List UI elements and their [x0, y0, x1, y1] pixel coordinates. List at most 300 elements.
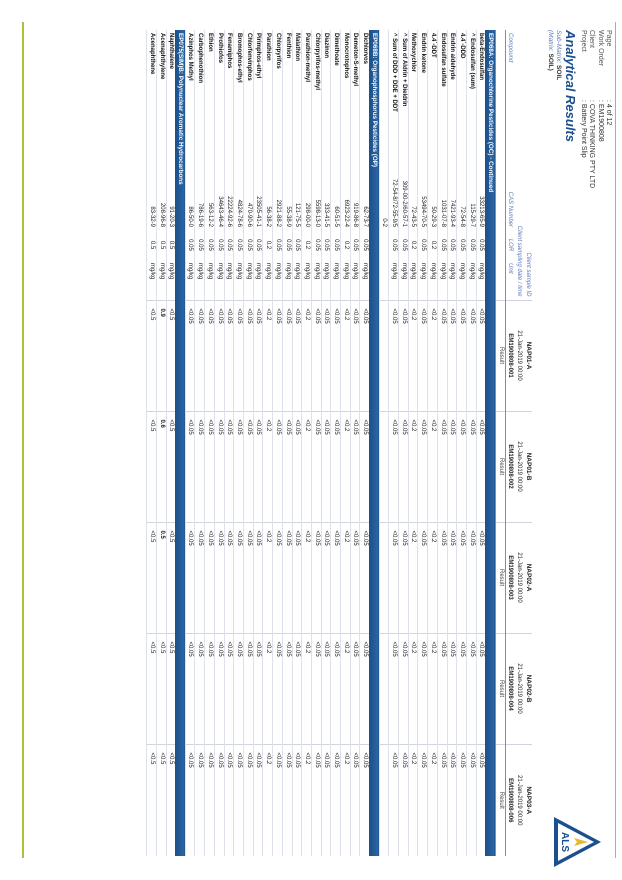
result-value: <0.05: [389, 744, 399, 856]
result-value: <0.05: [205, 744, 215, 856]
result-value: <0.05: [205, 522, 215, 633]
header-row-sampling-date: [514, 30, 523, 856]
table-row: [224, 30, 234, 856]
result-value: <0.5: [166, 633, 175, 744]
compound-name: Diazinon: [321, 30, 331, 158]
result-value: <0.2: [263, 300, 273, 411]
result-value: <0.5: [147, 633, 157, 744]
compound-name: Endosulfan sulfate: [437, 30, 447, 158]
cas-number: 121-75-5: [292, 158, 302, 230]
client-label: Client: [588, 30, 596, 48]
result-value: <0.05: [350, 744, 360, 856]
sample-date: 21-Jan-2019 00:00: [514, 300, 523, 411]
result-value: <0.05: [282, 633, 292, 744]
result-value: <0.05: [311, 300, 321, 411]
table-row: [214, 30, 224, 856]
table-row: [156, 30, 166, 856]
sample-date: 21-Jan-2019 00:00: [514, 522, 523, 633]
compound-name: 4.4`-DDD: [457, 30, 467, 158]
unit-value: mg/kg: [389, 260, 399, 300]
bottom-accent-bar: [22, 22, 24, 858]
result-value: <0.2: [408, 744, 418, 856]
result-value: <0.05: [282, 411, 292, 522]
lor-value: 0.05: [389, 230, 399, 260]
result-value: [379, 300, 389, 411]
result-value: <0.05: [466, 633, 476, 744]
compound-name: Malathion: [292, 30, 302, 158]
result-value: <0.05: [331, 744, 341, 856]
result-value: <0.05: [311, 522, 321, 633]
sample-date: 21-Jan-2019 00:00: [514, 411, 523, 522]
sample-id: NAP01-B: [523, 411, 532, 522]
page-label: Page: [605, 30, 612, 47]
result-value: <0.2: [428, 411, 438, 522]
unit-value: mg/kg: [360, 260, 369, 300]
result-value: <0.05: [418, 522, 428, 633]
unit-value: mg/kg: [302, 260, 312, 300]
result-value: <0.2: [302, 633, 312, 744]
result-value: <0.5: [166, 411, 175, 522]
result-value: <0.05: [234, 633, 244, 744]
table-row: [321, 30, 331, 856]
matrix-info: [547, 30, 562, 80]
table-row: [418, 30, 428, 856]
project-value: : Battery Point Slip: [579, 100, 587, 158]
result-value: <0.05: [292, 633, 302, 744]
cas-number: 62-73-7: [360, 158, 369, 230]
table-row: [302, 30, 312, 856]
table-row: [292, 30, 302, 856]
cas-number: 5598-13-0: [311, 158, 321, 230]
section-header: [369, 30, 379, 856]
header-row-result: [495, 30, 505, 856]
result-value: <0.05: [466, 300, 476, 411]
result-value: <0.05: [282, 300, 292, 411]
unit-value: mg/kg: [447, 260, 457, 300]
table-row: [234, 30, 244, 856]
result-value: <0.05: [185, 744, 195, 856]
result-value: <0.05: [244, 633, 254, 744]
cas-column-header: CAS Number: [505, 158, 514, 230]
result-value: <0.05: [214, 411, 224, 522]
compound-name: ^ Endosulfan (sum): [466, 30, 476, 158]
compound-name: Acenaphthene: [147, 30, 157, 158]
result-value: <0.05: [224, 744, 234, 856]
unit-value: mg/kg: [224, 260, 234, 300]
lor-value: 0.05: [292, 230, 302, 260]
result-value: <0.05: [457, 522, 467, 633]
unit-value: mg/kg: [350, 260, 360, 300]
lor-value: 0.05: [418, 230, 428, 260]
lor-value: 0.05: [185, 230, 195, 260]
lor-value: 0.05: [399, 230, 409, 260]
result-value: <0.05: [350, 633, 360, 744]
cas-number: 2921-88-2: [273, 158, 283, 230]
lab-sample-id: EM1900808-003: [505, 522, 514, 633]
lor-value: 0.05: [331, 230, 341, 260]
cas-number: 72-54-8: [457, 158, 467, 230]
result-value: <0.05: [205, 411, 215, 522]
result-value: <0.05: [389, 300, 399, 411]
cas-number: 7421-93-4: [447, 158, 457, 230]
lor-value: 0.05: [321, 230, 331, 260]
result-value: <0.5: [156, 744, 166, 856]
result-value: <0.05: [360, 633, 369, 744]
cas-number: 4824-78-6: [234, 158, 244, 230]
table-row: [263, 30, 273, 856]
section-title: EP075(SIM)B: Polynuclear Aromatic Hydrocarbons: [175, 30, 185, 856]
cas-number: 83-32-9: [147, 158, 157, 230]
result-value: <0.05: [185, 522, 195, 633]
unit-value: mg/kg: [185, 260, 195, 300]
unit-value: mg/kg: [147, 260, 157, 300]
result-value: <0.05: [282, 744, 292, 856]
result-value: <0.05: [331, 633, 341, 744]
client-sample-id-label: Client sample ID: [524, 252, 531, 297]
lor-value: 0.2: [302, 230, 312, 260]
result-value: <0.05: [437, 411, 447, 522]
result-value: <0.05: [321, 744, 331, 856]
result-value: <0.2: [302, 744, 312, 856]
result-value: <0.05: [321, 633, 331, 744]
result-value: <0.05: [253, 300, 263, 411]
sample-date: 21-Jan-2019 00:00: [514, 633, 523, 744]
table-row: [185, 30, 195, 856]
compound-name: Chlorpyrifos-methyl: [311, 30, 321, 158]
result-value: <0.2: [263, 411, 273, 522]
result-value: <0.2: [302, 411, 312, 522]
result-value: <0.05: [447, 300, 457, 411]
lor-value: 0.5: [166, 230, 175, 260]
result-value: <0.2: [341, 411, 351, 522]
result-value: [379, 411, 389, 522]
result-value: 0.9: [156, 300, 166, 411]
lor-value: 0.2: [408, 230, 418, 260]
header-row-columns: [505, 30, 514, 856]
compound-name: [379, 30, 389, 158]
compound-name: Fenthion: [282, 30, 292, 158]
compound-name: Chlorfenvinphos: [244, 30, 254, 158]
lor-value: 0.05: [457, 230, 467, 260]
result-value: <0.05: [360, 300, 369, 411]
result-value: <0.05: [214, 633, 224, 744]
unit-value: mg/kg: [195, 260, 205, 300]
unit-value: mg/kg: [321, 260, 331, 300]
unit-value: mg/kg: [253, 260, 263, 300]
result-value: 0.6: [156, 411, 166, 522]
report-header: [578, 30, 612, 188]
result-value: <0.05: [273, 411, 283, 522]
compound-name: beta-Endosulfan: [476, 30, 485, 158]
compound-name: Demeton-S-methyl: [350, 30, 360, 158]
lor-value: 0.5: [147, 230, 157, 260]
unit-value: mg/kg: [244, 260, 254, 300]
result-label: Result: [495, 411, 505, 522]
result-value: <0.05: [399, 744, 409, 856]
lor-value: 0.05: [224, 230, 234, 260]
result-value: <0.05: [399, 411, 409, 522]
result-value: <0.05: [476, 522, 485, 633]
lor-value: [379, 230, 389, 260]
table-row: [437, 30, 447, 856]
table-row: [195, 30, 205, 856]
result-value: <0.05: [389, 411, 399, 522]
result-value: <0.05: [389, 522, 399, 633]
result-value: <0.05: [253, 633, 263, 744]
result-value: [379, 744, 389, 856]
result-value: <0.05: [205, 300, 215, 411]
lor-value: 0.05: [214, 230, 224, 260]
table-row: [205, 30, 215, 856]
result-value: <0.05: [195, 522, 205, 633]
sample-id: NAP03-A: [523, 744, 532, 856]
lab-sample-id: EM1900808-006: [505, 744, 514, 856]
result-value: <0.05: [447, 633, 457, 744]
cas-number: 6923-22-4: [341, 158, 351, 230]
result-value: <0.05: [195, 744, 205, 856]
result-value: <0.05: [292, 522, 302, 633]
result-value: <0.2: [428, 744, 438, 856]
cas-number: 333-41-5: [321, 158, 331, 230]
compound-name: Monocrotophos: [341, 30, 351, 158]
client-sampling-label: Client sampling date / time: [516, 225, 522, 297]
result-value: <0.05: [399, 633, 409, 744]
cas-number: 60-51-5: [331, 158, 341, 230]
result-value: <0.2: [263, 522, 273, 633]
result-value: <0.05: [195, 633, 205, 744]
lor-value: 0.05: [244, 230, 254, 260]
compound-name: Endrin ketone: [418, 30, 428, 158]
result-value: <0.05: [437, 522, 447, 633]
result-value: [379, 633, 389, 744]
table-row: [341, 30, 351, 856]
table-row: [457, 30, 467, 856]
result-value: <0.05: [457, 633, 467, 744]
result-value: <0.05: [224, 411, 234, 522]
cas-number: 56-38-2: [263, 158, 273, 230]
cas-number: 919-86-8: [350, 158, 360, 230]
result-value: <0.05: [476, 744, 485, 856]
sample-id: NAP02-A: [523, 522, 532, 633]
result-value: <0.2: [428, 633, 438, 744]
result-value: <0.5: [166, 522, 175, 633]
client-value: : COVA THINKING PTY LTD: [588, 100, 596, 189]
result-value: <0.05: [244, 300, 254, 411]
result-value: <0.05: [350, 300, 360, 411]
unit-value: mg/kg: [263, 260, 273, 300]
compound-name: Prothiofos: [214, 30, 224, 158]
result-value: <0.05: [214, 522, 224, 633]
lor-value: 0.05: [311, 230, 321, 260]
unit-value: mg/kg: [214, 260, 224, 300]
result-value: <0.2: [341, 744, 351, 856]
compound-name: Naphthalene: [166, 30, 175, 158]
result-value: <0.05: [466, 411, 476, 522]
unit-value: mg/kg: [282, 260, 292, 300]
cas-number: 563-12-2: [205, 158, 215, 230]
top-rule: [615, 22, 616, 858]
logo-text: ALS: [559, 832, 570, 852]
page-value: : 4 of 12: [605, 100, 612, 126]
unit-value: mg/kg: [205, 260, 215, 300]
result-value: <0.05: [185, 411, 195, 522]
unit-value: mg/kg: [331, 260, 341, 300]
als-triangle-logo-icon: [548, 814, 604, 870]
result-value: <0.05: [360, 411, 369, 522]
unit-value: mg/kg: [234, 260, 244, 300]
result-value: <0.05: [195, 411, 205, 522]
result-value: <0.5: [166, 744, 175, 856]
compound-name: 4.4`-DDT: [428, 30, 438, 158]
lor-value: 0.05: [360, 230, 369, 260]
result-value: <0.05: [195, 300, 205, 411]
table-row: [273, 30, 283, 856]
cas-number: 786-19-6: [195, 158, 205, 230]
section-title: EP068B: Organophosphorus Pesticides (OP): [369, 30, 379, 856]
compound-name: Bromophos-ethyl: [234, 30, 244, 158]
compound-name: Azinphos Methyl: [185, 30, 195, 158]
compound-name: Carbophenothion: [195, 30, 205, 158]
compound-name: Parathion: [263, 30, 273, 158]
cas-number: 1031-07-8: [437, 158, 447, 230]
compound-name: Ethion: [205, 30, 215, 158]
cas-number: 22224-92-6: [224, 158, 234, 230]
result-value: <0.05: [350, 411, 360, 522]
result-value: <0.05: [321, 522, 331, 633]
compound-name: Pirimphos-ethyl: [253, 30, 263, 158]
lab-sample-id: EM1900808-004: [505, 633, 514, 744]
table-row: [408, 30, 418, 856]
result-value: <0.05: [389, 633, 399, 744]
lor-value: 0.05: [350, 230, 360, 260]
unit-value: mg/kg: [408, 260, 418, 300]
cas-number: 53494-70-5: [418, 158, 428, 230]
cas-number: 23505-41-1: [253, 158, 263, 230]
result-value: <0.05: [476, 300, 485, 411]
compound-name: Endrin aldehyde: [447, 30, 457, 158]
matrix-label: (Matrix:: [547, 30, 555, 52]
result-value: <0.05: [457, 411, 467, 522]
result-value: <0.05: [234, 522, 244, 633]
unit-value: mg/kg: [399, 260, 409, 300]
lor-value: 0.05: [447, 230, 457, 260]
result-value: <0.2: [428, 522, 438, 633]
table-row: [282, 30, 292, 856]
lor-column-header: LOR: [505, 230, 514, 260]
result-value: <0.05: [234, 744, 244, 856]
results-table: [146, 30, 532, 856]
result-value: <0.05: [224, 300, 234, 411]
result-value: <0.05: [399, 300, 409, 411]
lor-value: 0.05: [466, 230, 476, 260]
result-value: <0.05: [214, 300, 224, 411]
result-value: <0.05: [476, 633, 485, 744]
result-value: <0.5: [147, 522, 157, 633]
result-value: <0.05: [253, 744, 263, 856]
result-value: <0.2: [408, 633, 418, 744]
result-value: [379, 522, 389, 633]
result-value: <0.05: [292, 411, 302, 522]
lor-value: 0.05: [195, 230, 205, 260]
result-value: <0.05: [311, 633, 321, 744]
result-value: <0.2: [408, 522, 418, 633]
cas-number: 0-2: [379, 158, 389, 230]
result-label: Result: [495, 300, 505, 411]
result-value: <0.05: [457, 300, 467, 411]
cas-number: 34643-46-4: [214, 158, 224, 230]
result-value: <0.05: [234, 300, 244, 411]
result-value: <0.2: [408, 411, 418, 522]
lor-value: 0.05: [253, 230, 263, 260]
work-order-label: Work Order: [596, 30, 604, 67]
cas-number: 91-20-3: [166, 158, 175, 230]
compound-name: ^ Sum of DDD + DDE + DDT: [389, 30, 399, 158]
header-row-sample-id: [523, 30, 532, 856]
unit-value: mg/kg: [418, 260, 428, 300]
table-row: [399, 30, 409, 856]
unit-value: mg/kg: [457, 260, 467, 300]
result-value: <0.05: [418, 300, 428, 411]
table-row: [379, 30, 389, 856]
cas-number: 33213-65-9: [476, 158, 485, 230]
cas-number: 470-90-6: [244, 158, 254, 230]
result-value: <0.5: [147, 744, 157, 856]
unit-value: [379, 260, 389, 300]
result-value: <0.05: [418, 633, 428, 744]
result-value: <0.05: [437, 744, 447, 856]
result-value: <0.05: [244, 522, 254, 633]
compound-name: Dimethoate: [331, 30, 341, 158]
result-value: <0.05: [282, 522, 292, 633]
table-row: [428, 30, 438, 856]
result-value: <0.2: [341, 633, 351, 744]
result-value: <0.5: [147, 300, 157, 411]
compound-name: Parathion-methyl: [302, 30, 312, 158]
cas-number: 115-29-7: [466, 158, 476, 230]
compound-name: Chlorpyrifos: [273, 30, 283, 158]
lor-value: 0.2: [341, 230, 351, 260]
unit-value: mg/kg: [292, 260, 302, 300]
table-row: [166, 30, 175, 856]
result-value: <0.05: [224, 633, 234, 744]
result-value: <0.5: [166, 300, 175, 411]
compound-name: Fenamiphos: [224, 30, 234, 158]
result-value: <0.05: [234, 411, 244, 522]
result-value: 0.5: [156, 522, 166, 633]
work-order-value: : EM1900808: [596, 100, 604, 142]
page-title: Analytical Results: [563, 30, 578, 142]
result-value: <0.05: [321, 411, 331, 522]
result-value: <0.05: [214, 744, 224, 856]
result-value: <0.05: [244, 744, 254, 856]
result-value: <0.05: [399, 522, 409, 633]
lor-value: 0.05: [234, 230, 244, 260]
result-value: <0.05: [437, 633, 447, 744]
result-value: <0.05: [447, 744, 457, 856]
cas-number: 298-00-0: [302, 158, 312, 230]
cas-number: 208-96-8: [156, 158, 166, 230]
sub-matrix-value: SOIL: [555, 65, 562, 81]
result-value: <0.05: [350, 522, 360, 633]
unit-value: mg/kg: [476, 260, 485, 300]
sample-date: 21-Jan-2019 00:00: [514, 744, 523, 856]
matrix-value: SOIL): [547, 53, 555, 71]
table-row: [350, 30, 360, 856]
lor-value: 0.05: [205, 230, 215, 260]
result-value: <0.05: [331, 411, 341, 522]
cas-number: 86-50-0: [185, 158, 195, 230]
result-label: Result: [495, 744, 505, 856]
